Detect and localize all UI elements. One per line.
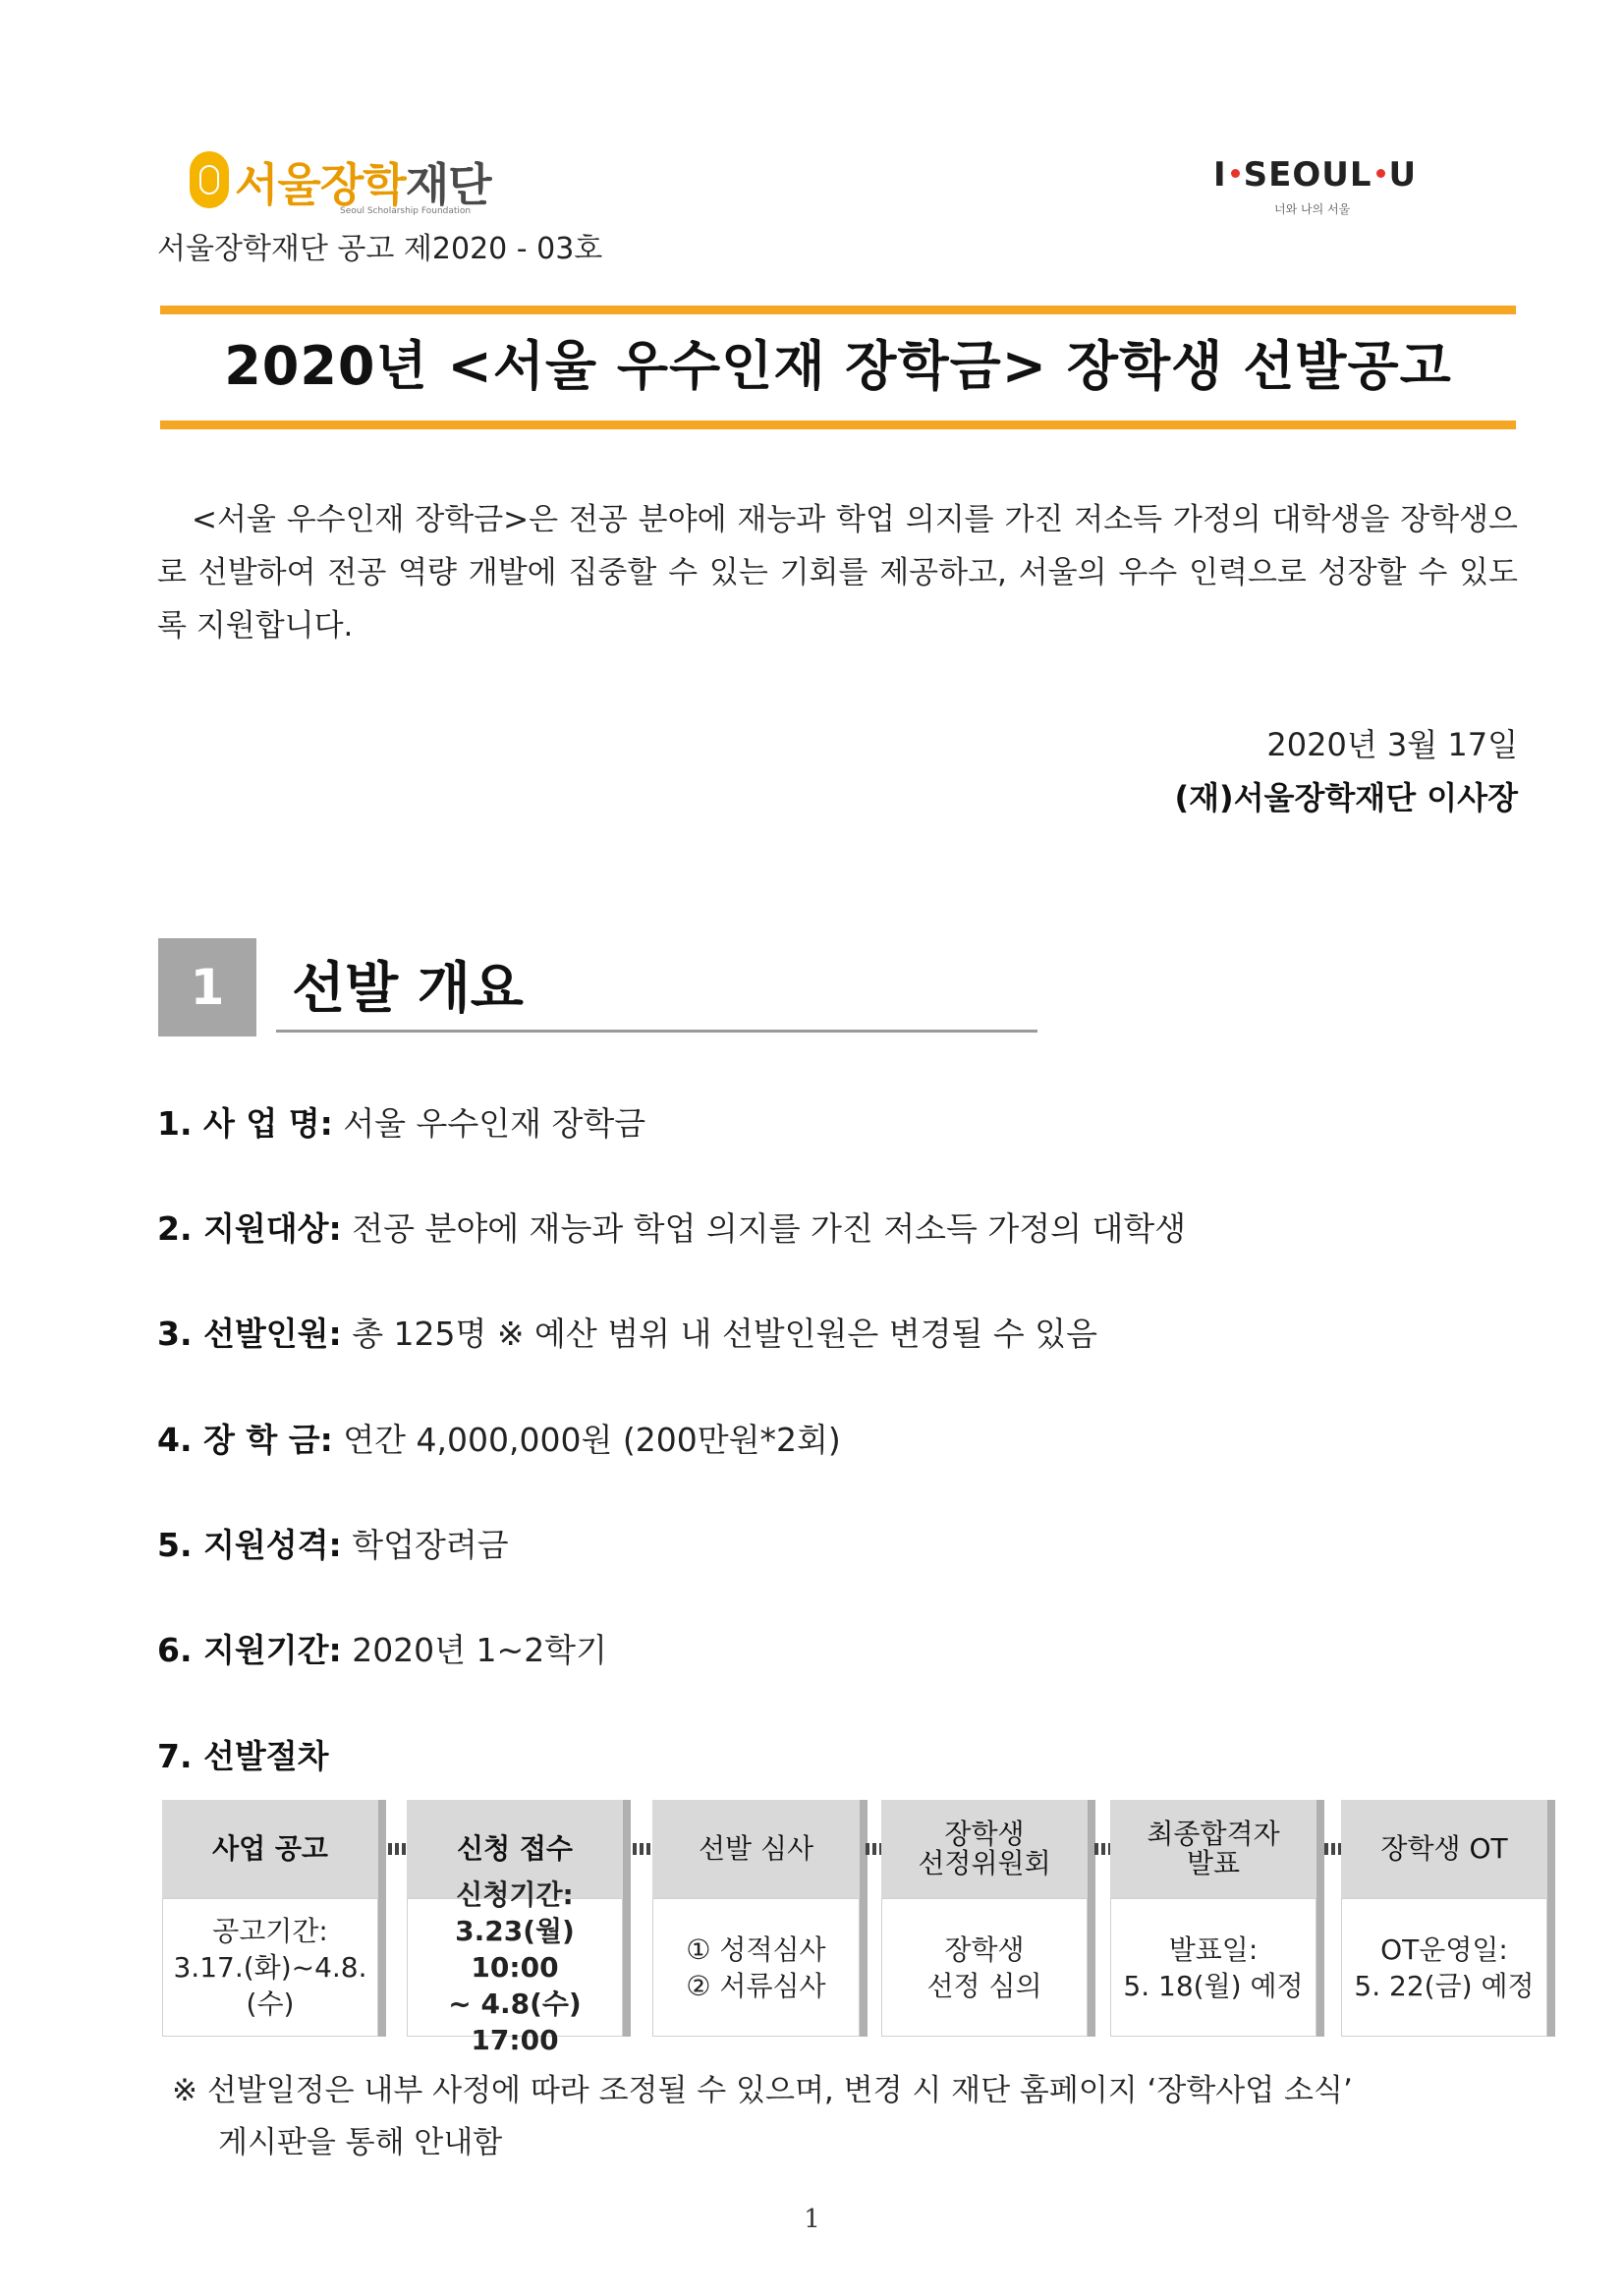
note-line: ※ 선발일정은 내부 사정에 따라 조정될 수 있으며, 변경 시 재단 홈페이지 ‘장학사업 소식’ — [172, 2073, 1353, 2108]
section-underline — [276, 1030, 1037, 1033]
list-item: 2. 지원대상: 전공 분야에 재능과 학업 의지를 가진 저소득 가정의 대학생 — [157, 1209, 1187, 1248]
step-heading — [881, 1800, 1088, 1898]
step-detail — [1341, 1898, 1547, 2037]
step-detail — [162, 1898, 378, 2037]
step-detail-line: ① 성적심사 — [686, 1932, 826, 1966]
step-detail-line: 장학생 — [944, 1932, 1025, 1966]
step-heading-line: 신청 접수 — [457, 1832, 573, 1865]
step-heading — [162, 1800, 378, 1898]
step-heading-line: 장학생 OT — [1380, 1832, 1508, 1865]
step-shadow — [623, 1800, 631, 2037]
seal-icon — [190, 151, 229, 208]
list-item: 3. 선발인원: 총 125명 ※ 예산 범위 내 선발인원은 변경될 수 있음 — [157, 1315, 1098, 1353]
logo-subtitle: Seoul Scholarship Foundation — [340, 206, 472, 216]
flow-arrow-icon — [388, 1843, 406, 1855]
flow-arrow-icon — [633, 1843, 650, 1855]
announcement-date: 2020년 3월 17일 — [1266, 726, 1518, 763]
section-number: 1 — [190, 959, 225, 1016]
step-heading — [1110, 1800, 1316, 1898]
step-detail-line: 5. 18(월) 예정 — [1123, 1969, 1304, 2002]
flow-arrow-icon — [1324, 1843, 1342, 1855]
step-detail-line: 신청기간: — [456, 1878, 574, 1911]
step-detail — [881, 1898, 1088, 2037]
list-item: 4. 장 학 금: 연간 4,000,000원 (200만원*2회) — [157, 1421, 841, 1459]
schedule-note — [172, 2065, 1523, 2169]
step-detail-line: 3.17.(화)~4.8.(수) — [173, 1951, 367, 2020]
step-shadow — [860, 1800, 868, 2037]
i-seoul-u-subtitle: 너와 나의 서울 — [1274, 202, 1351, 216]
step-shadow — [1316, 1800, 1324, 2037]
step-detail — [1110, 1898, 1316, 2037]
signer: (재)서울장학재단 이사장 — [1174, 779, 1518, 816]
step-shadow — [1088, 1800, 1095, 2037]
step-detail-line: ② 서류심사 — [686, 1969, 826, 2002]
step-detail-line: 발표일: — [1168, 1932, 1259, 1966]
title-bottom-rule — [160, 420, 1516, 429]
step-heading-line: 선정위원회 — [918, 1847, 1051, 1879]
step-detail-line: ~ 4.8(수) 17:00 — [448, 1988, 582, 2056]
list-item: 1. 사 업 명: 서울 우수인재 장학금 — [157, 1104, 646, 1143]
step-detail-line: 3.23(월) 10:00 — [455, 1915, 575, 1984]
step-detail-line: OT운영일: — [1380, 1932, 1508, 1966]
step-detail-line: 선정 심의 — [926, 1969, 1042, 2002]
step-detail — [652, 1898, 860, 2037]
section-title: 선발 개요 — [292, 957, 524, 1021]
i-seoul-u-wordmark: I SEOUL U — [1213, 155, 1418, 195]
list-item: 7. 선발절차 — [157, 1737, 329, 1775]
seoul-scholarship-logo — [190, 147, 499, 222]
step-detail-line: 공고기간: — [212, 1915, 328, 1947]
step-shadow — [378, 1800, 386, 2037]
list-item: 6. 지원기간: 2020년 1~2학기 — [157, 1631, 607, 1669]
step-shadow — [1547, 1800, 1555, 2037]
step-heading — [652, 1800, 860, 1898]
step-detail — [407, 1878, 623, 2056]
step-heading — [1341, 1800, 1547, 1898]
list-item: 5. 지원성격: 학업장려금 — [157, 1526, 509, 1564]
step-heading-line: 장학생 — [944, 1818, 1025, 1850]
step-heading-line: 발표 — [1186, 1847, 1241, 1879]
notice-number: 서울장학재단 공고 제2020 - 03호 — [157, 232, 603, 266]
i-seoul-u-logo — [1213, 155, 1439, 224]
step-heading-line: 사업 공고 — [212, 1832, 328, 1865]
step-heading-line: 최종합격자 — [1147, 1818, 1280, 1850]
page-number: 1 — [804, 2205, 820, 2234]
logo-brand-text: 서울장학재단 — [235, 158, 491, 211]
note-line: 게시판을 통해 안내함 — [218, 2125, 503, 2160]
step-heading-line: 선발 심사 — [698, 1832, 814, 1865]
intro-paragraph: <서울 우수인재 장학금>은 전공 분야에 재능과 학업 의지를 가진 저소득 가정의 대학생을 장학생으로 선발하여 전공 역량 개발에 집중할 수 있는 기회를 제공하고, 서울의 우수 인력으로 성장할 수 있도록 지원합니다. — [157, 502, 1518, 644]
title-top-rule — [160, 306, 1516, 314]
step-detail-line: 5. 22(금) 예정 — [1354, 1969, 1535, 2002]
page-title: 2020년 <서울 우수인재 장학금> 장학생 선발공고 — [224, 335, 1452, 397]
